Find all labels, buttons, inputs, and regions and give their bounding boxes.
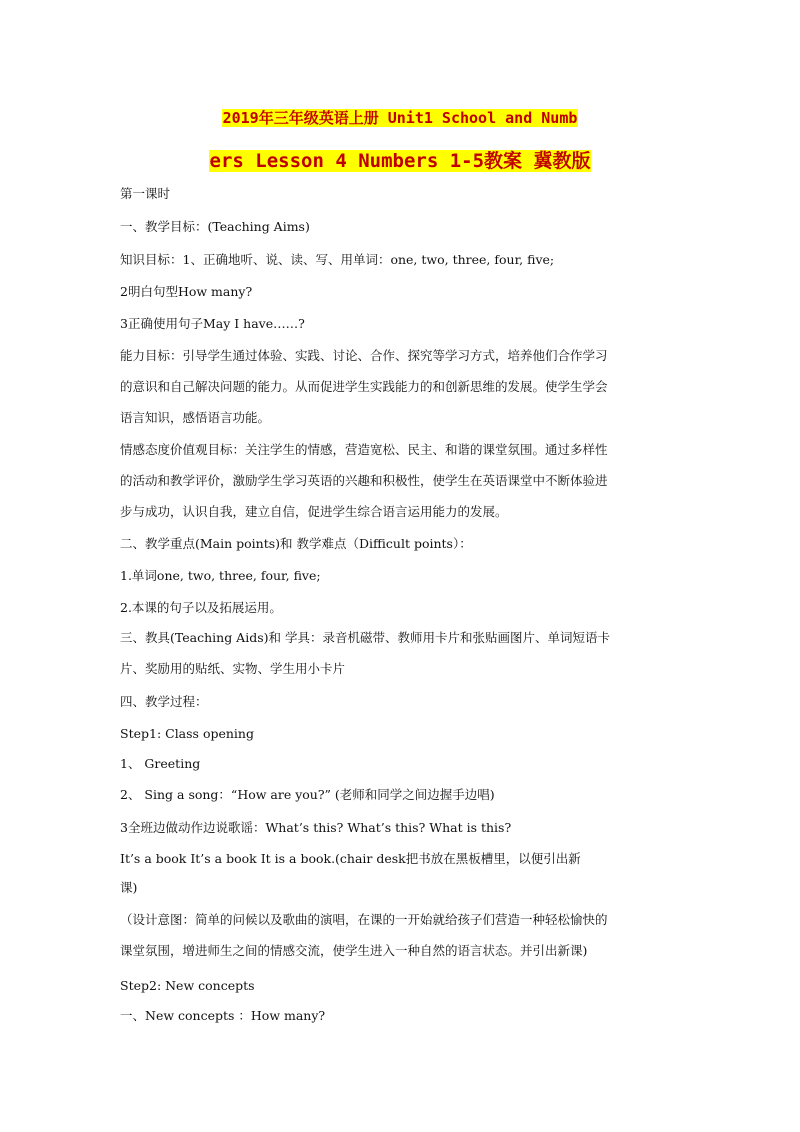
text-line: 2.本课的句子以及拓展运用。: [120, 600, 282, 615]
text-line: 的意识和自己解决问题的能力。从而促进学生实践能力的和创新思维的发展。使学生学会: [120, 379, 608, 394]
text-line: 的活动和教学评价，激励学生学习英语的兴趣和积极性，使学生在英语课堂中不断体验进: [120, 473, 608, 488]
text-line: 情感态度价值观目标：关注学生的情感，营造宽松、民主、和谐的课堂氛围。通过多样性: [120, 442, 608, 457]
text-line: 3正确使用句子May I have……?: [120, 316, 305, 331]
text-line: It’s a book It’s a book It is a book.(chair desk把书放在黑板槽里，以便引出新: [120, 851, 581, 866]
text-line: 一、New concepts ：How many?: [120, 1008, 326, 1023]
text-line: Step1: Class opening: [120, 726, 254, 741]
text-line: 一、教学目标：(Teaching Aims): [120, 219, 310, 234]
document-title-text-2: ers Lesson 4 Numbers 1-5教案 冀教版: [209, 150, 591, 172]
text-line: 步与成功，认识自我，建立自信，促进学生综合语言运用能力的发展。: [120, 504, 508, 519]
text-line: 片、奖励用的贴纸、实物、学生用小卡片: [120, 661, 346, 676]
text-line: 3全班边做动作边说歌谣：What’s this? What’s this? What is this?: [120, 820, 512, 835]
text-line: 1.单词one, two, three, four, five;: [120, 568, 321, 583]
document-title-line-1: [0, 106, 800, 130]
text-line: 2明白句型How many?: [120, 284, 253, 299]
text-line: 课堂氛围，增进师生之间的情感交流，使学生进入一种自然的语言状态。并引出新课): [120, 943, 588, 958]
text-line: （设计意图：简单的问候以及歌曲的演唱，在课的一开始就给孩子们营造一种轻松愉快的: [120, 912, 608, 927]
text-line: 知识目标：1、正确地听、说、读、写、用单词：one, two, three, four, five;: [120, 252, 555, 267]
text-line: 2、 Sing a song：“How are you?” (老师和同学之间边握手边唱): [120, 787, 495, 802]
document-title-line-2: [0, 146, 800, 176]
text-line: 三、教具(Teaching Aids)和 学具：录音机磁带、教师用卡片和张贴画图片、单词短语卡: [120, 630, 610, 645]
text-line: 课): [120, 880, 138, 895]
document-title-text-1: 2019年三年级英语上册 Unit1 School and Numb: [222, 109, 578, 127]
text-line: 语言知识，感悟语言功能。: [120, 410, 271, 425]
text-line: 第一课时: [120, 186, 171, 201]
text-line: 1、 Greeting: [120, 756, 201, 771]
text-line: 四、教学过程：: [120, 694, 208, 709]
text-line: 能力目标：引导学生通过体验、实践、讨论、合作、探究等学习方式，培养他们合作学习: [120, 348, 608, 363]
text-line: Step2: New concepts: [120, 978, 255, 993]
text-line: 二、教学重点(Main points)和 教学难点（Difficult points）：: [120, 536, 472, 551]
